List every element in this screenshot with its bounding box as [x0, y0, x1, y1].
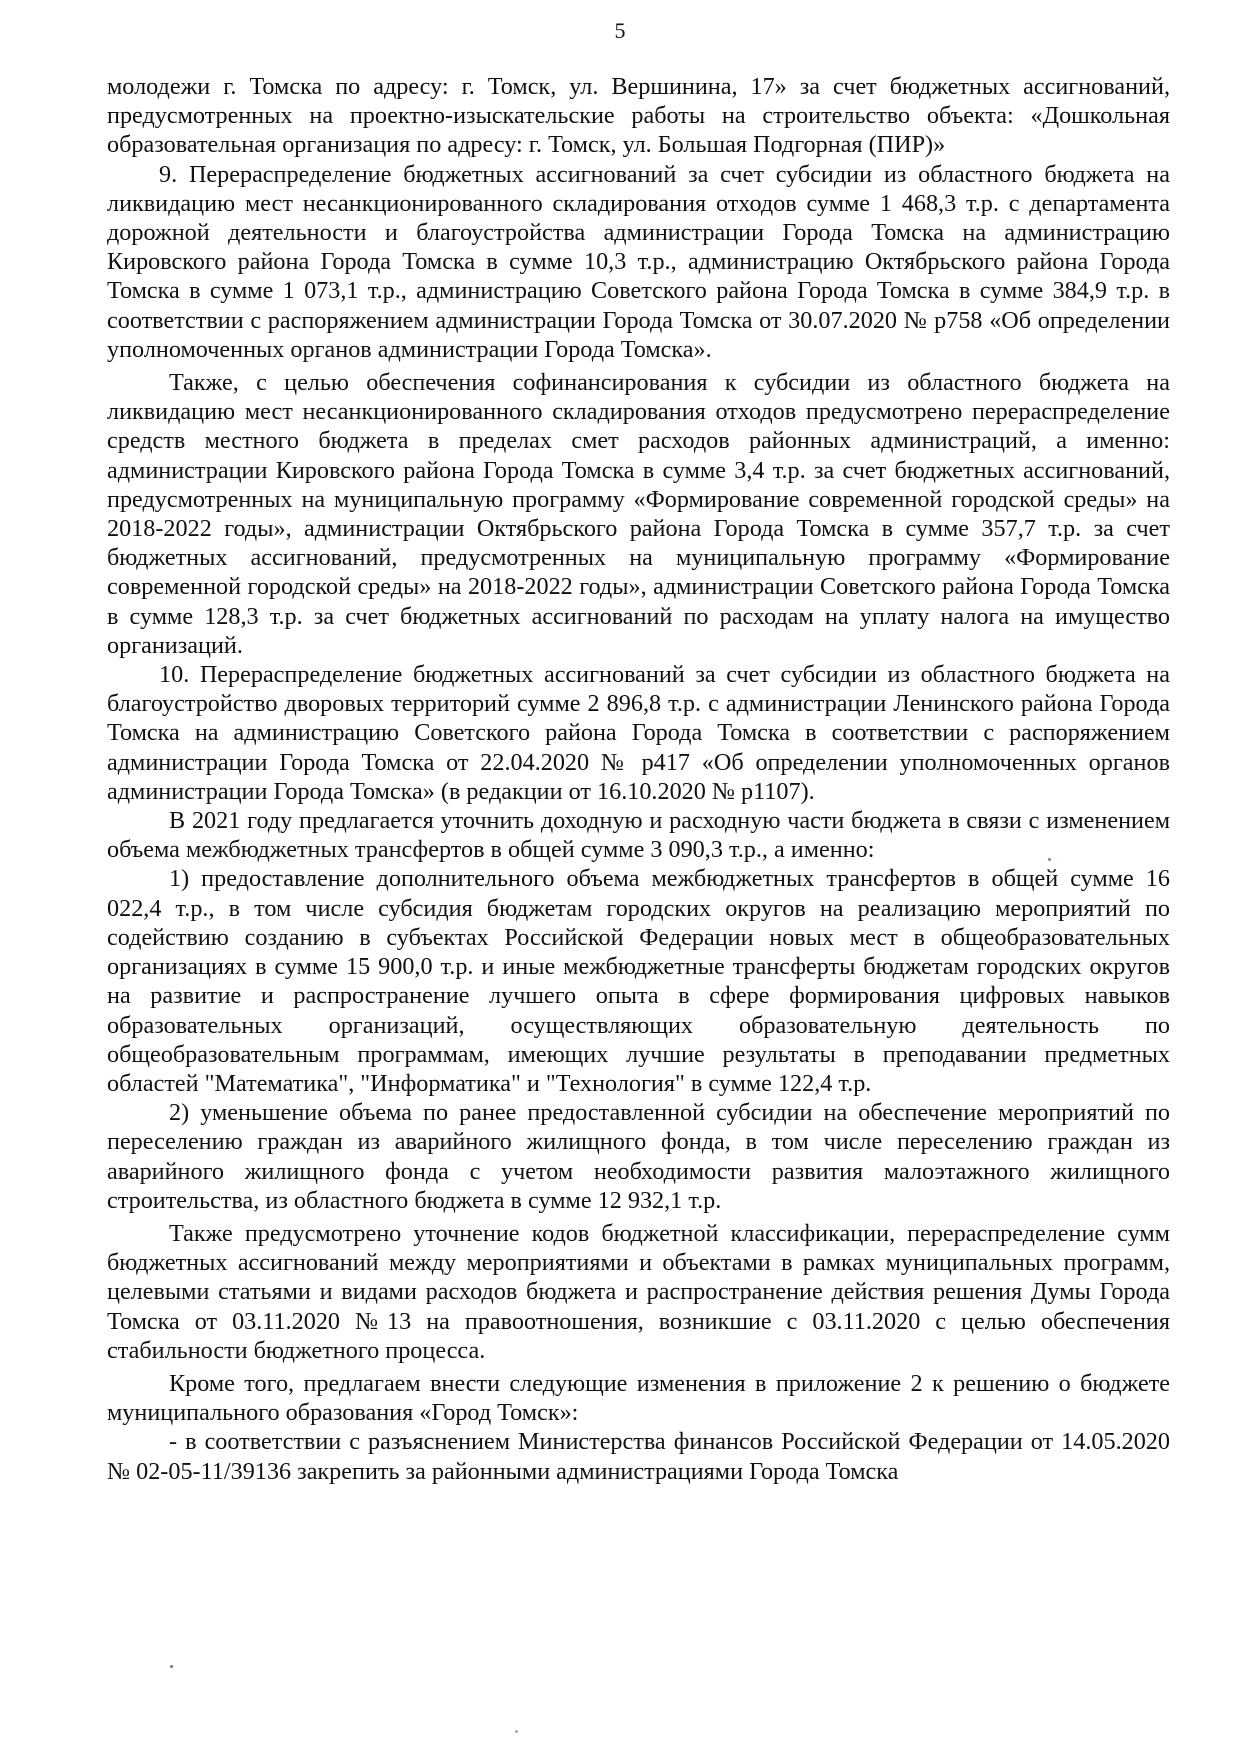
- page-number: 5: [614, 18, 626, 43]
- scan-speck: [515, 1730, 518, 1733]
- paragraph-2021-budget: В 2021 году предлагается уточнить доходную и расходную части бюджета в связи с изменением объема межбюджетных трансфертов в общей сумме 3 090,3 т.р., а именно:: [107, 807, 1170, 864]
- document-body: [107, 72, 1170, 1486]
- paragraph-item-9: 9. Перераспределение бюджетных ассигнований за счет субсидии из областного бюджета на ликвидацию мест несанкционированного складирования отходов сумме 1 468,3 т.р. с департамента дорожной деятельности и благоустройства администрации Города Томска на администрацию Кировского района Города Томска в сумме 10,3 т.р., администрацию Октябрьского района Города Томска в сумме 1 073,1 т.р., администрацию Советского района Города Томска в сумме 384,9 т.р. в соответствии с распоряжением администрации Города Томска от 30.07.2020 № р758 «Об определении уполномоченных органов администрации Города Томска».: [107, 160, 1170, 363]
- paragraph-subitem-2: 2) уменьшение объема по ранее предоставленной субсидии на обеспечение мероприятий по переселению граждан из аварийного жилищного фонда, в том числе переселению граждан из аварийного жилищного фонда с учетом необходимости развития малоэтажного жилищного строительства, из областного бюджета в сумме 12 932,1 т.р.: [107, 1099, 1170, 1214]
- paragraph-cofinancing: Также, с целью обеспечения софинансирования к субсидии из областного бюджета на ликвидацию мест несанкционированного складирования отходов предусмотрено перераспределение средств местного бюджета в пределах смет расходов районных администраций, а именно: администрации Кировского района Города Томска в сумме 3,4 т.р. за счет бюджетных ассигнований, предусмотренных на муниципальную программу «Формирование современной городской среды» на 2018-2022 годы», администрации Октябрьского района Города Томска в сумме 357,7 т.р. за счет бюджетных ассигнований, предусмотренных на муниципальную программу «Формирование современной городской среды» на 2018-2022 годы», администрации Советского района Города Томска в сумме 128,3 т.р. за счет бюджетных ассигнований по расходам на уплату налога на имущество организаций.: [107, 369, 1170, 659]
- scan-speck: [1048, 858, 1051, 861]
- paragraph-appendix-changes: Кроме того, предлагаем внести следующие изменения в приложение 2 к решению о бюджете муниципального образования «Город Томск»:: [107, 1369, 1170, 1427]
- paragraph-continuation: молодежи г. Томска по адресу: г. Томск, ул. Вершинина, 17» за счет бюджетных ассигнований, предусмотренных на проектно-изыскательские работы на строительство объекта: «Дошкольная образовательная организация по адресу: г. Томск, ул. Большая Подгорная (ПИР)»: [107, 73, 1170, 159]
- paragraph-classification: Также предусмотрено уточнение кодов бюджетной классификации, перераспределение сумм бюджетных ассигнований между мероприятиями и объектами в рамках муниципальных программ, целевыми статьями и видами расходов бюджета и распространение действия решения Думы Города Томска от 03.11.2020 №13 на правоотношения, возникшие с 03.11.2020 с целью обеспечения стабильности бюджетного процесса.: [107, 1219, 1170, 1364]
- paragraph-ministry-clarification: - в соответствии с разъяснением Министерства финансов Российской Федерации от 14.05.2020 № 02-05-11/39136 закрепить за районными администрациями Города Томска: [107, 1428, 1170, 1485]
- paragraph-item-10: 10. Перераспределение бюджетных ассигнований за счет субсидии из областного бюджета на благоустройство дворовых территорий сумме 2 896,8 т.р. с администрации Ленинского района Города Томска на администрацию Советского района Города Томска в соответствии с распоряжением администрации Города Томска от 22.04.2020 № р417 «Об определении уполномоченных органов администрации Города Томска» (в редакции от 16.10.2020 № р1107).: [107, 661, 1170, 805]
- paragraph-subitem-1: 1) предоставление дополнительного объема межбюджетных трансфертов в общей сумме 16 022,4 т.р., в том числе субсидия бюджетам городских округов на реализацию мероприятий по содействию созданию в субъектах Российской Федерации новых мест в общеобразовательных организациях в сумме 15 900,0 т.р. и иные межбюджетные трансферты бюджетам городских округов на развитие и распространение лучшего опыта в сфере формирования цифровых навыков образовательных организаций, осуществляющих образовательную деятельность по общеобразовательным программам, имеющих лучшие результаты в преподавании предметных областей "Математика", "Информатика" и "Технология" в сумме 122,4 т.р.: [107, 865, 1170, 1097]
- scan-speck: [170, 1665, 173, 1668]
